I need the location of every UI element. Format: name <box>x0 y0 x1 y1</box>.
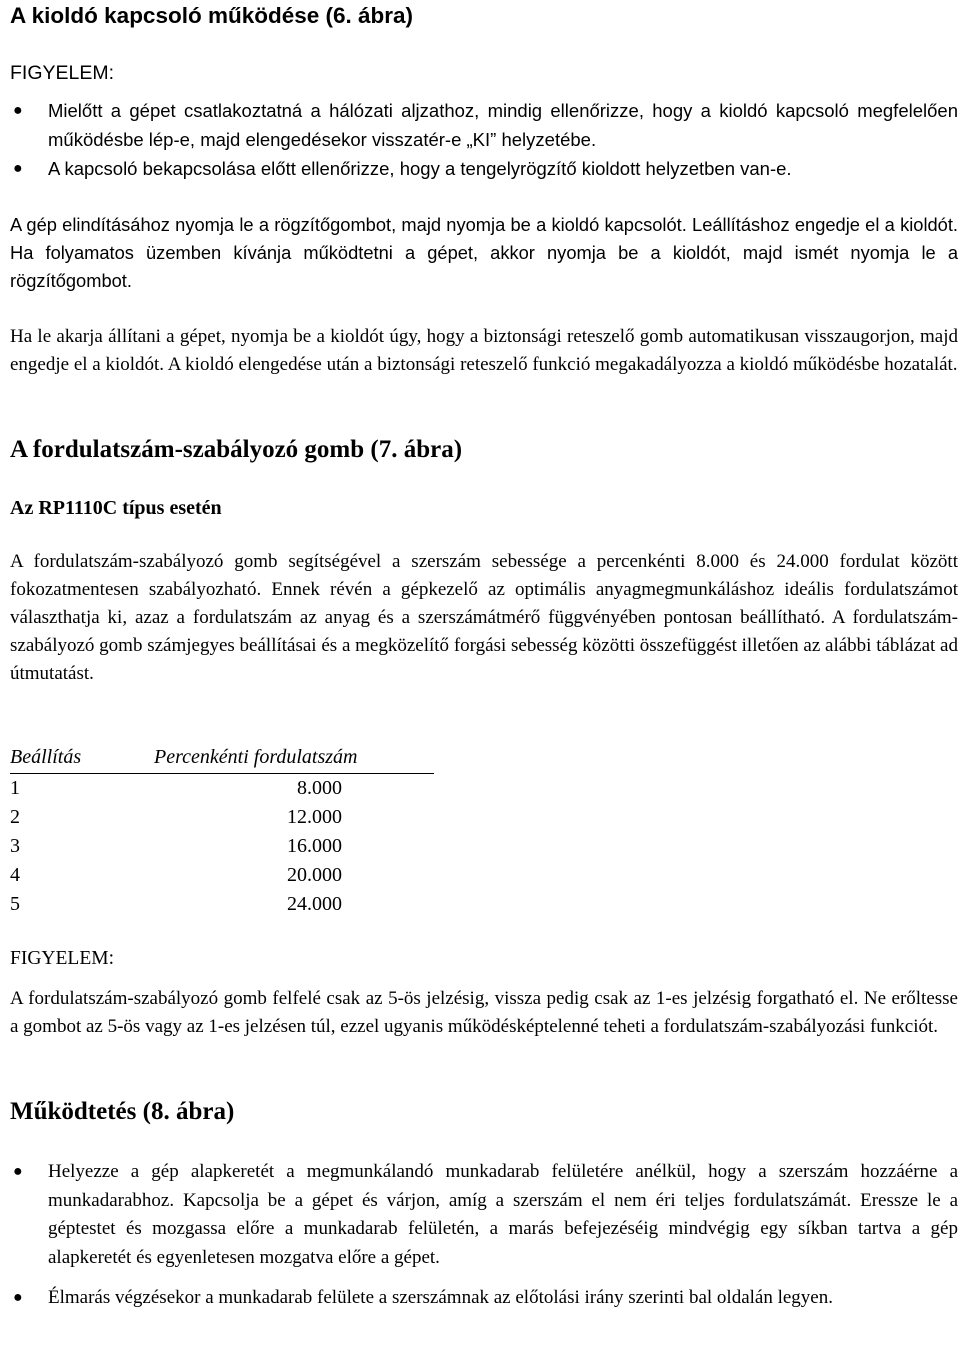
table-cell-setting: 2 <box>10 806 20 828</box>
table-cell-rpm: 16.000 <box>287 835 342 857</box>
table-cell-rpm: 24.000 <box>287 893 342 915</box>
table-header-rpm: Percenkénti fordulatszám <box>130 743 434 774</box>
speed-setting-table <box>10 743 434 919</box>
list-item: ● Helyezze a gép alapkeretét a megmunkálandó munkadarab felületére anélkül, hogy a szerszám hozzáérne a munkadarabhoz. Kapcsolja be a gépet és várjon, amíg a szerszám el nem éri teljes fordulatszámát. Eressze le a géptestet és mozgassa előre a munkadarab felületén, a marás befejezéséig mindvégig egy síkban tartva a gép alapkeretét és egyenletesen mozgatva előre a gépet. <box>10 1158 958 1272</box>
paragraph-speed-dial: A fordulatszám-szabályozó gomb segítségével a szerszám sebessége a percenkénti 8.000 és 24.000 fordulat között fokozatmentesen szabályozható. Ennek révén a gépkezelő az optimális anyagmegmunkáláshoz ideális fordulatszámot választhatja ki, azaz a fordulatszám az anyag és a szerszámátmérő függvényében pontosan beállítható. A fordulatszám-szabályozó gomb számjegyes beállításai és a megközelítő forgási sebesség közötti összefüggést illetően az alábbi táblázat ad útmutatást. <box>10 551 958 684</box>
list-item: ● Mielőtt a gépet csatlakoztatná a hálózati aljzathoz, mindig ellenőrizze, hogy a kioldó kapcsoló megfelelően működésbe lép-e, majd elengedésekor visszatér-e „KI” helyzetébe. <box>10 96 958 154</box>
paragraph-start-stop: A gép elindításához nyomja le a rögzítőgombot, majd nyomja be a kioldó kapcsolót. Leállításhoz engedje el a kioldót. Ha folyamatos üzemben kívánja működtetni a gépet, akkor nyomja be a kioldót, majd ismét nyomja le a rögzítőgombot. <box>10 214 958 291</box>
warning-bullet-list <box>10 96 958 183</box>
warning-label: FIGYELEM: <box>10 948 114 969</box>
section-title-speed-dial: A fordulatszám-szabályozó gomb (7. ábra) <box>10 436 463 463</box>
table-cell-setting: 4 <box>10 864 20 886</box>
paragraph-lockout: Ha le akarja állítani a gépet, nyomja be a kioldót úgy, hogy a biztonsági reteszelő gomb automatikusan visszaugorjon, majd engedje el a kioldót. A kioldó elengedése után a biztonsági reteszelő funkció megakadályozza a kioldó működésbe hozatalát. <box>10 326 958 375</box>
bullet-dot-icon: ● <box>13 160 23 177</box>
paragraph-speed-warning: A fordulatszám-szabályozó gomb felfelé csak az 5-ös jelzésig, vissza pedig csak az 1-es jelzésig forgatható el. Ne erőltesse a gombot az 5-ös vagy az 1-es jelzésen túl, ezzel ugyanis működésképtelenné teheti a fordulatszám-szabályozási funkciót. <box>10 988 958 1037</box>
section-title-trigger-switch: A kioldó kapcsoló működése (6. ábra) <box>10 3 414 28</box>
bullet-dot-icon: ● <box>13 1163 23 1180</box>
table-header-row <box>10 743 434 774</box>
table-cell-rpm: 20.000 <box>287 864 342 886</box>
table-cell-setting: 3 <box>10 835 20 857</box>
table-row <box>10 803 434 832</box>
table-row <box>10 832 434 861</box>
bullet-dot-icon: ● <box>13 1289 23 1306</box>
table-cell-setting: 5 <box>10 893 20 915</box>
table-cell-rpm: 12.000 <box>287 806 342 828</box>
table-row <box>10 890 434 919</box>
warning-label: FIGYELEM: <box>10 62 115 84</box>
table-cell-rpm: 8.000 <box>297 777 342 799</box>
bullet-dot-icon: ● <box>13 102 23 119</box>
table-cell-setting: 1 <box>10 777 20 799</box>
list-item: ● A kapcsoló bekapcsolása előtt ellenőrizze, hogy a tengelyrögzítő kioldott helyzetben van-e. <box>10 154 958 183</box>
table-header-setting: Beállítás <box>10 743 130 774</box>
table-row <box>10 774 434 804</box>
list-item: ● Élmarás végzésekor a munkadarab felülete a szerszámnak az előtolási irány szerinti bal oldalán legyen. <box>10 1284 958 1313</box>
table-row <box>10 861 434 890</box>
operation-bullet-list <box>10 1158 958 1313</box>
section-subtitle-model: Az RP1110C típus esetén <box>10 497 222 519</box>
section-title-operation: Működtetés (8. ábra) <box>10 1098 235 1125</box>
